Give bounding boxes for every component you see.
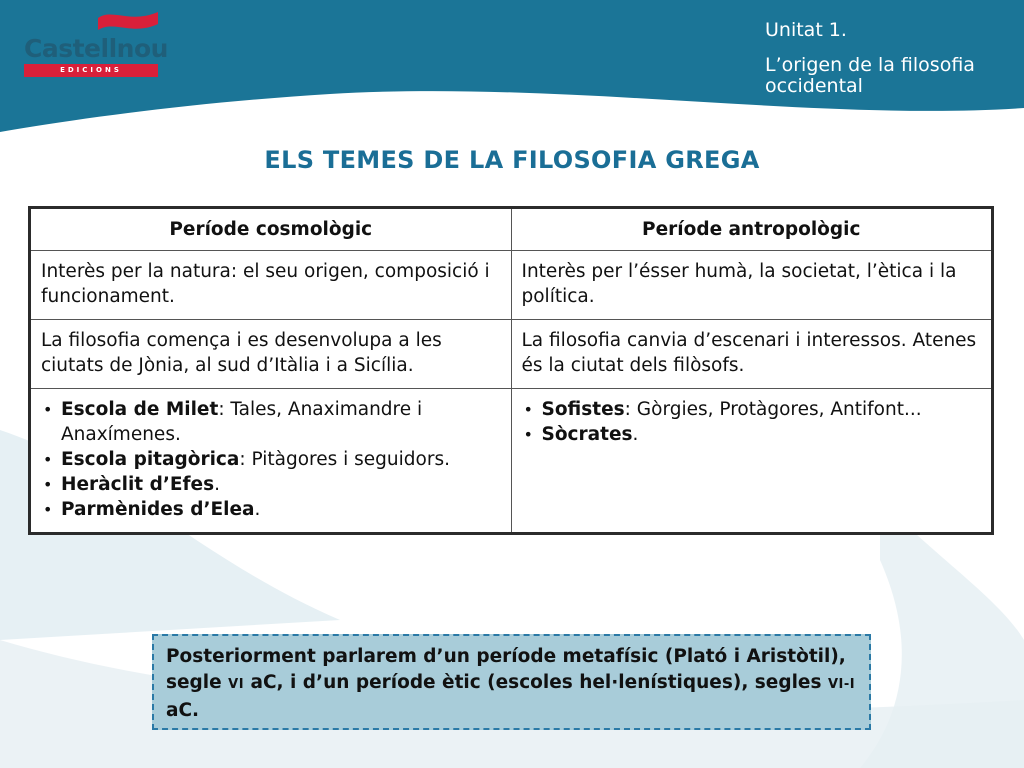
table-row: [30, 251, 993, 320]
table-cell: Interès per l’ésser humà, la societat, l’ètica i la política.: [511, 251, 993, 320]
logo: [22, 10, 168, 78]
page-title: ELS TEMES DE LA FILOSOFIA GREGA: [264, 146, 760, 174]
table-cell: [30, 389, 512, 534]
header-cosmological: Període cosmològic: [30, 208, 512, 251]
note-text: aC.: [166, 700, 200, 721]
note-text: Posteriorment parlarem d’un període metafísic (Plató i Aristòtil), segle: [166, 646, 846, 693]
note-box: [152, 634, 871, 730]
table-header-row: [30, 208, 993, 251]
list-item: • Heràclit d’Efes.: [41, 472, 501, 497]
cosmological-schools-list: [41, 397, 501, 522]
note-century: VI: [228, 677, 245, 692]
unit-heading: [765, 20, 1015, 97]
list-item: • Sòcrates.: [522, 422, 982, 447]
logo-name: Castellnou: [24, 34, 168, 63]
note-century: VI-I: [827, 677, 856, 692]
themes-table: [28, 206, 994, 535]
anthropological-schools-list: [522, 397, 982, 447]
unit-label: Unitat 1.: [765, 19, 847, 41]
table-cell: Interès per la natura: el seu origen, composició i funcionament.: [30, 251, 512, 320]
table-cell: La filosofia comença i es desenvolupa a les ciutats de Jònia, al sud d’Itàlia i a Sicília.: [30, 320, 512, 389]
flag-icon: [96, 10, 160, 36]
table-cell: La filosofia canvia d’escenari i interessos. Atenes és la ciutat dels filòsofs.: [511, 320, 993, 389]
list-item: • Escola pitagòrica: Pitàgores i seguidors.: [41, 447, 501, 472]
table-row: [30, 320, 993, 389]
table-cell: [511, 389, 993, 534]
table-row: [30, 389, 993, 534]
list-item: • Parmènides d’Elea.: [41, 497, 501, 522]
list-item: • Sofistes: Gòrgies, Protàgores, Antifont...: [522, 397, 982, 422]
list-item: • Escola de Milet: Tales, Anaximandre i Anaxímenes.: [41, 397, 501, 447]
header-anthropological: Període antropològic: [511, 208, 993, 251]
note-text: aC, i d’un període ètic (escoles hel·lenístiques), segles: [244, 672, 828, 693]
unit-title: L’origen de la filosofia occidental: [765, 54, 975, 97]
logo-subtitle: EDICIONS: [24, 64, 158, 77]
